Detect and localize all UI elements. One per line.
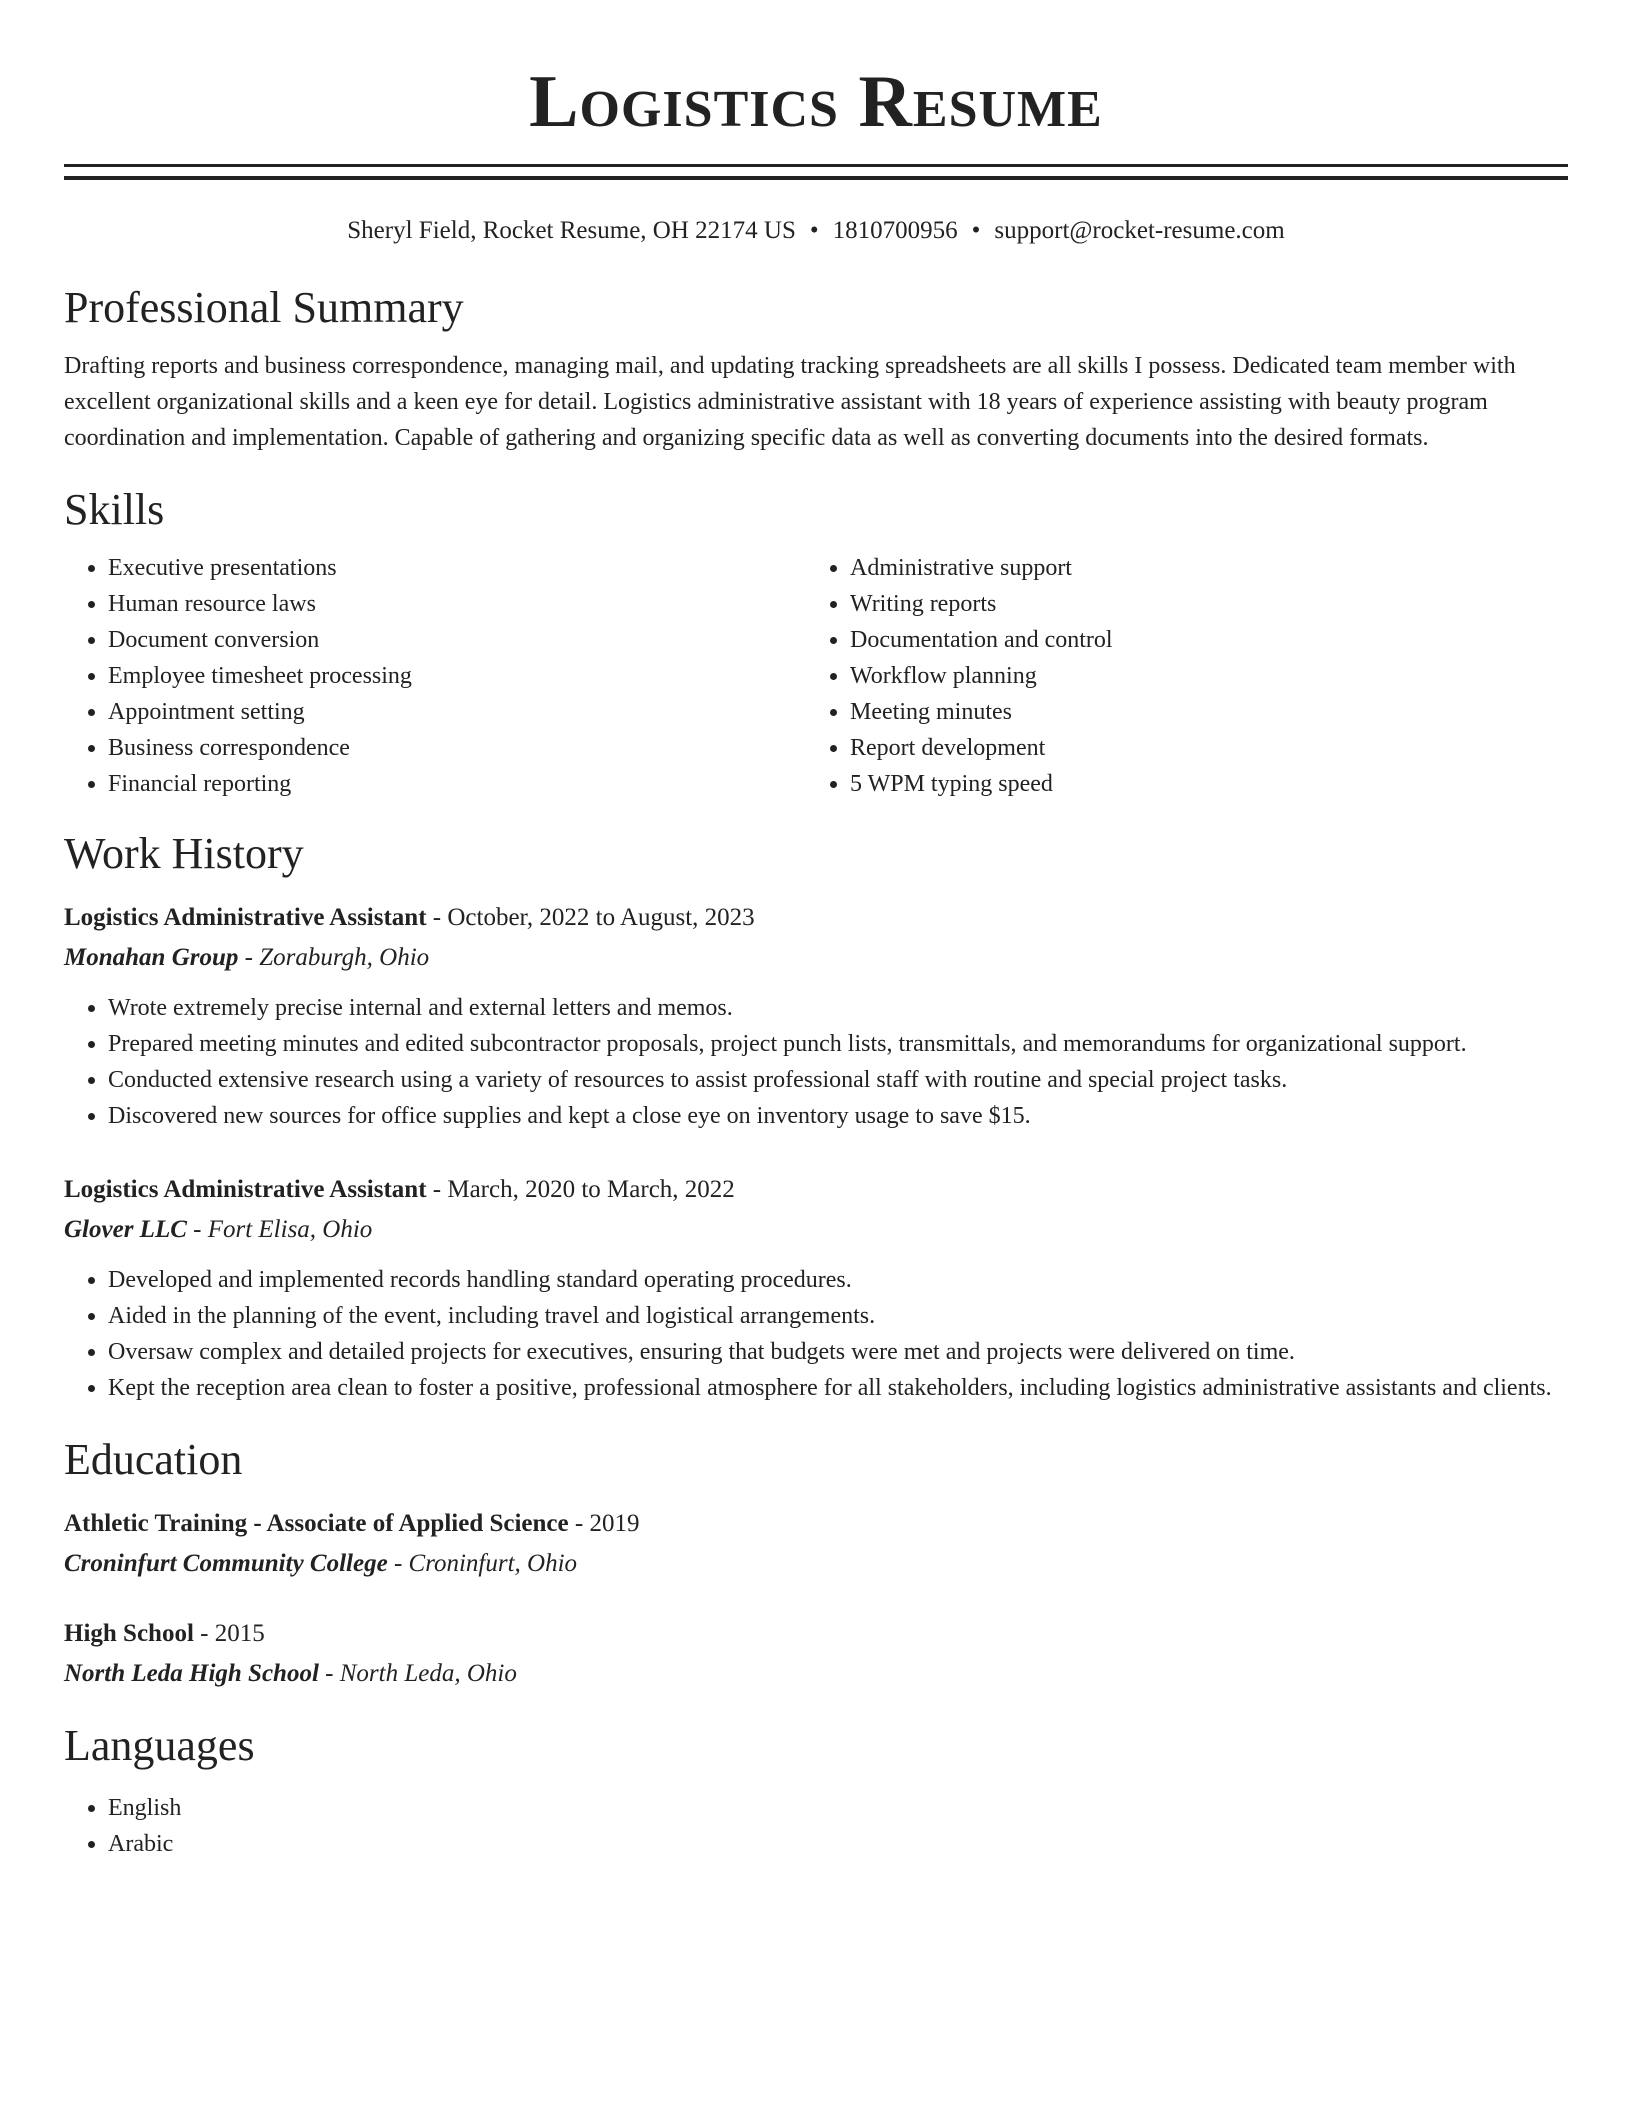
school-location: - Croninfurt, Ohio <box>387 1550 578 1577</box>
company-line <box>64 938 1568 978</box>
education-entry <box>64 1504 1568 1584</box>
skill-item: • Appointment setting <box>108 694 806 730</box>
job-bullet: • Prepared meeting minutes and edited subcontractor proposals, project punch lists, transmittals, and memorandums for organizational support. <box>108 1026 1568 1062</box>
skill-item: • Human resource laws <box>108 586 806 622</box>
skills-columns <box>64 550 1568 802</box>
job-bullet: • Discovered new sources for office supplies and kept a close eye on inventory usage to save $15. <box>108 1098 1568 1134</box>
education-entry <box>64 1614 1568 1694</box>
skill-item: • Administrative support <box>850 550 1548 586</box>
degree-line <box>64 1614 1568 1654</box>
contact-email: support@rocket-resume.com <box>994 217 1285 244</box>
skill-item: • 5 WPM typing speed <box>850 766 1548 802</box>
job-bullet: • Oversaw complex and detailed projects for executives, ensuring that budgets were met and projects were delivered on time. <box>108 1334 1568 1370</box>
skill-item: • Writing reports <box>850 586 1548 622</box>
resume-page <box>64 0 1568 1862</box>
title-double-rule <box>64 164 1568 180</box>
school-line <box>64 1654 1568 1694</box>
skill-item: • Documentation and control <box>850 622 1548 658</box>
skill-item: • Report development <box>850 730 1548 766</box>
school-name: Croninfurt Community College <box>64 1550 388 1577</box>
company-line <box>64 1210 1568 1250</box>
resume-title: Logistics Resume <box>529 61 1103 143</box>
skills-list-left <box>64 550 806 802</box>
job-bullet: • Wrote extremely precise internal and external letters and memos. <box>108 990 1568 1026</box>
languages-heading: Languages <box>64 1721 255 1770</box>
work-history-heading: Work History <box>64 829 304 878</box>
job-bullet: • Aided in the planning of the event, including travel and logistical arrangements. <box>108 1298 1568 1334</box>
skill-item: • Workflow planning <box>850 658 1548 694</box>
degree-line <box>64 1504 1568 1544</box>
education-heading: Education <box>64 1435 243 1484</box>
job-bullet: • Kept the reception area clean to foster a positive, professional atmosphere for all stakeholders, including logistics administrative assistants and clients. <box>108 1370 1568 1406</box>
skill-item: • Employee timesheet processing <box>108 658 806 694</box>
job-title-line <box>64 898 1568 938</box>
school-name: North Leda High School <box>64 1660 319 1687</box>
summary-text: Drafting reports and business correspondence, managing mail, and updating tracking spreadsheets are all skills I possess. Dedicated team member with excellent organizational skills and a keen eye for detail. Logistics administrative assistant with 18 years of experience assisting with beauty program coordination and implementation. Capable of gathering and organizing specific data as well as converting documents into the desired formats. <box>64 353 1516 451</box>
job-bullet: • Developed and implemented records handling standard operating procedures. <box>108 1262 1568 1298</box>
skill-item: • Executive presentations <box>108 550 806 586</box>
company-location: - Fort Elisa, Ohio <box>186 1216 373 1243</box>
contact-line <box>64 214 1568 248</box>
skill-item: • Financial reporting <box>108 766 806 802</box>
job-bullets <box>64 990 1568 1134</box>
language-item: • Arabic <box>108 1826 1568 1862</box>
contact-phone: 1810700956 <box>832 217 958 244</box>
languages-list <box>64 1790 1568 1862</box>
skill-item: • Document conversion <box>108 622 806 658</box>
job-title-line <box>64 1170 1568 1210</box>
job-entry <box>64 898 1568 1134</box>
summary-heading: Professional Summary <box>64 283 464 332</box>
degree-name: Athletic Training - Associate of Applied Science <box>64 1510 569 1537</box>
degree-name: High School <box>64 1620 194 1647</box>
job-dates: - October, 2022 to August, 2023 <box>426 904 755 931</box>
skill-item: • Meeting minutes <box>850 694 1548 730</box>
job-bullet: • Conducted extensive research using a variety of resources to assist professional staff with routine and special project tasks. <box>108 1062 1568 1098</box>
degree-year: - 2015 <box>193 1620 265 1647</box>
job-bullets <box>64 1262 1568 1406</box>
contact-address: Sheryl Field, Rocket Resume, OH 22174 US <box>347 217 796 244</box>
skill-item: • Business correspondence <box>108 730 806 766</box>
degree-year: - 2019 <box>568 1510 640 1537</box>
job-entry <box>64 1170 1568 1406</box>
job-title: Logistics Administrative Assistant <box>64 904 427 931</box>
job-title: Logistics Administrative Assistant <box>64 1176 427 1203</box>
school-line <box>64 1544 1568 1584</box>
company-location: - Zoraburgh, Ohio <box>238 944 430 971</box>
school-location: - North Leda, Ohio <box>318 1660 517 1687</box>
language-item: • English <box>108 1790 1568 1826</box>
company-name: Monahan Group <box>64 944 239 971</box>
contact-separator: • <box>809 217 819 244</box>
company-name: Glover LLC <box>64 1216 187 1243</box>
contact-separator: • <box>971 217 981 244</box>
skills-list-right <box>806 550 1548 802</box>
skills-heading: Skills <box>64 485 165 534</box>
job-dates: - March, 2020 to March, 2022 <box>426 1176 735 1203</box>
